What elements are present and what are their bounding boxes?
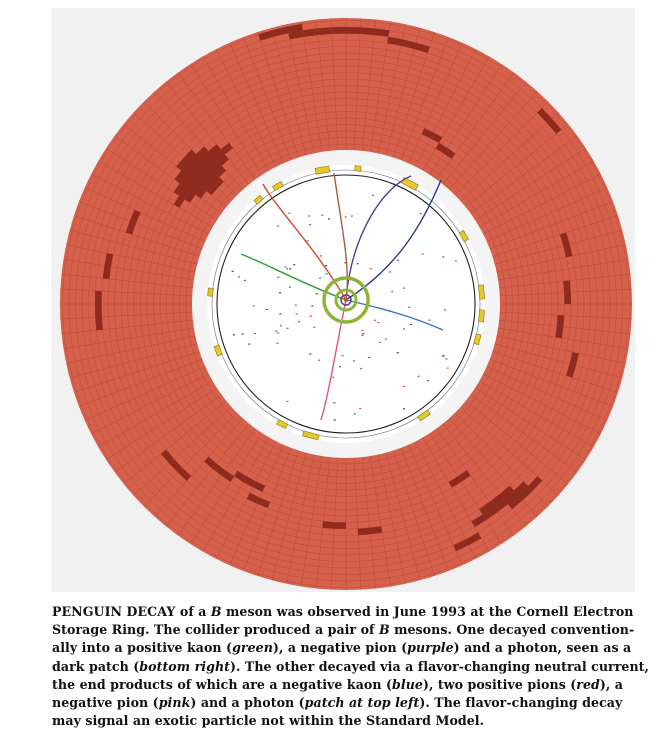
caption-text: ), two positive pions (: [422, 676, 577, 692]
chamber-hit: [447, 368, 449, 369]
deposit-top: [332, 27, 347, 34]
event-display-figure: [51, 8, 635, 592]
chamber-hit: [287, 328, 289, 329]
chamber-hit: [354, 413, 356, 414]
chamber-hit: [289, 268, 291, 269]
chamber-hit: [325, 265, 327, 266]
chamber-hit: [319, 278, 321, 279]
caption-italic: B: [210, 604, 222, 619]
crystal-hit: [355, 166, 361, 172]
crystal-hit: [478, 285, 484, 299]
caption-text: ). The flavor-changing decay: [419, 695, 623, 711]
chamber-hit: [318, 360, 320, 361]
chamber-hit: [277, 225, 279, 226]
deposit-bottom: [334, 522, 346, 529]
deposit-bottom: [323, 521, 335, 528]
chamber-hit: [353, 360, 355, 361]
caption-italic: patch at top left: [304, 695, 420, 711]
chamber-hit: [370, 268, 372, 269]
chamber-hit: [442, 256, 444, 257]
caption-italic: pink: [158, 695, 191, 711]
chamber-hit: [295, 305, 297, 306]
chamber-hit: [429, 320, 431, 321]
chamber-hit: [233, 334, 235, 335]
chamber-hit: [248, 344, 250, 345]
caption-italic: bottom right: [139, 658, 231, 674]
caption-italic: red: [576, 676, 600, 692]
caption-line-2: [52, 621, 652, 639]
chamber-hit: [389, 271, 391, 272]
caption-line-5: [52, 676, 652, 694]
chamber-hit: [244, 280, 246, 281]
chamber-hit: [342, 355, 344, 356]
chamber-hit: [289, 287, 291, 288]
chamber-hit: [296, 313, 298, 314]
chamber-hit: [403, 288, 405, 289]
caption-text: negative pion (: [52, 695, 159, 711]
chamber-hit: [238, 276, 240, 277]
chamber-hit: [391, 291, 393, 292]
deposit-top: [360, 27, 375, 35]
deposit-top: [317, 27, 332, 35]
deposit-bottom: [358, 528, 370, 535]
chamber-hit: [279, 313, 281, 314]
caption-text: ) and a photon (: [190, 695, 305, 711]
chamber-hit: [397, 260, 399, 261]
caption-text: meson was observed in June 1993 at the Cornell Electron: [221, 604, 634, 619]
chamber-hit: [284, 266, 286, 267]
caption-lead: PENGUIN DECAY: [52, 604, 176, 619]
caption-text: the end products of which are a negative kaon (: [52, 676, 393, 692]
deposit-left: [95, 291, 102, 304]
chamber-hit: [320, 255, 322, 256]
caption-italic: green: [232, 640, 273, 656]
chamber-hit: [266, 309, 268, 310]
chamber-hit: [377, 322, 379, 323]
caption-italic: purple: [407, 640, 454, 656]
caption-text: ), a negative pion (: [272, 640, 408, 656]
chamber-hit: [277, 277, 279, 278]
chamber-hit: [361, 335, 363, 336]
chamber-hit: [311, 305, 313, 306]
caption-text: ). The other decayed via a flavor-changing neutral current,: [230, 658, 649, 674]
chamber-hit: [328, 218, 330, 219]
tracking-chamber: [207, 165, 485, 443]
event-display-image: [51, 8, 635, 592]
chamber-hit: [455, 260, 457, 261]
deposit-left: [95, 317, 103, 330]
deposit-right: [563, 281, 570, 293]
deposit-right: [557, 315, 564, 327]
chamber-hit: [275, 330, 277, 331]
chamber-hit: [359, 408, 361, 409]
chamber-hit: [408, 307, 410, 308]
chamber-hit: [232, 271, 234, 272]
chamber-hit: [280, 325, 282, 326]
chamber-hit: [277, 343, 279, 344]
chamber-hit: [286, 401, 288, 402]
chamber-hit: [326, 273, 328, 274]
caption-line-4: [52, 658, 652, 676]
chamber-hit: [379, 342, 381, 343]
chamber-hit: [293, 264, 295, 265]
chamber-hit: [339, 366, 341, 367]
chamber-hit: [308, 215, 310, 216]
chamber-hit: [242, 333, 244, 334]
chamber-hit: [334, 419, 336, 420]
chamber-hit: [309, 353, 311, 354]
caption-text: ) and a photon, seen as a: [453, 640, 632, 656]
caption-line-1: [52, 603, 652, 621]
chamber-hit: [372, 195, 374, 196]
crystal-hit: [478, 310, 484, 322]
chamber-hit: [357, 263, 359, 264]
chamber-hit: [277, 332, 279, 333]
chamber-hit: [254, 333, 256, 334]
deposit-right: [564, 292, 571, 304]
chamber-hit: [403, 328, 405, 329]
chamber-hit: [444, 309, 446, 310]
caption-text: ally into a positive kaon (: [52, 640, 233, 656]
caption-line-3: [52, 639, 652, 657]
chamber-hit: [403, 386, 405, 387]
chamber-hit: [313, 327, 315, 328]
chamber-hit: [446, 358, 448, 359]
chamber-hit: [443, 355, 445, 356]
caption-italic: B: [378, 622, 390, 638]
caption-text: of a: [175, 604, 211, 619]
chamber-hit: [316, 293, 318, 294]
crystal-hit: [208, 288, 214, 296]
figure-caption: [52, 603, 652, 730]
chamber-hit: [309, 224, 311, 225]
chamber-hit: [361, 330, 363, 331]
chamber-hit: [288, 213, 290, 214]
chamber-hit: [362, 333, 364, 334]
deposit-top: [346, 27, 361, 34]
chamber-hit: [403, 408, 405, 409]
chamber-hit: [345, 216, 347, 217]
chamber-hit: [397, 352, 399, 353]
chamber-hit: [422, 254, 424, 255]
caption-line-7: may signal an exotic particle not within the Standard Model.: [52, 713, 485, 729]
caption-text: mesons. One decayed convention-: [389, 622, 635, 638]
chamber-hit: [360, 368, 362, 369]
caption-line-6: [52, 694, 652, 712]
interaction-point: [344, 298, 348, 302]
chamber-hit: [286, 268, 288, 269]
chamber-hit: [410, 324, 412, 325]
chamber-hit: [368, 357, 370, 358]
chamber-hit: [374, 320, 376, 321]
chamber-hit: [385, 339, 387, 340]
chamber-hit: [418, 376, 420, 377]
chamber-hit: [310, 316, 312, 317]
deposit-left: [95, 304, 102, 317]
caption-text: Storage Ring. The collider produced a pair of: [52, 622, 379, 638]
chamber-hit: [279, 292, 281, 293]
caption-italic: blue: [392, 676, 423, 692]
chamber-hit: [307, 240, 309, 241]
chamber-hit: [321, 215, 323, 216]
chamber-hit: [253, 305, 255, 306]
chamber-hit: [298, 321, 300, 322]
chamber-hit: [427, 380, 429, 381]
caption-text: ), a: [599, 676, 623, 692]
chamber-hit: [333, 402, 335, 403]
chamber-hit: [420, 213, 422, 214]
chamber-hit: [332, 377, 334, 378]
caption-text: dark patch (: [52, 658, 140, 674]
chamber-hit: [351, 215, 353, 216]
